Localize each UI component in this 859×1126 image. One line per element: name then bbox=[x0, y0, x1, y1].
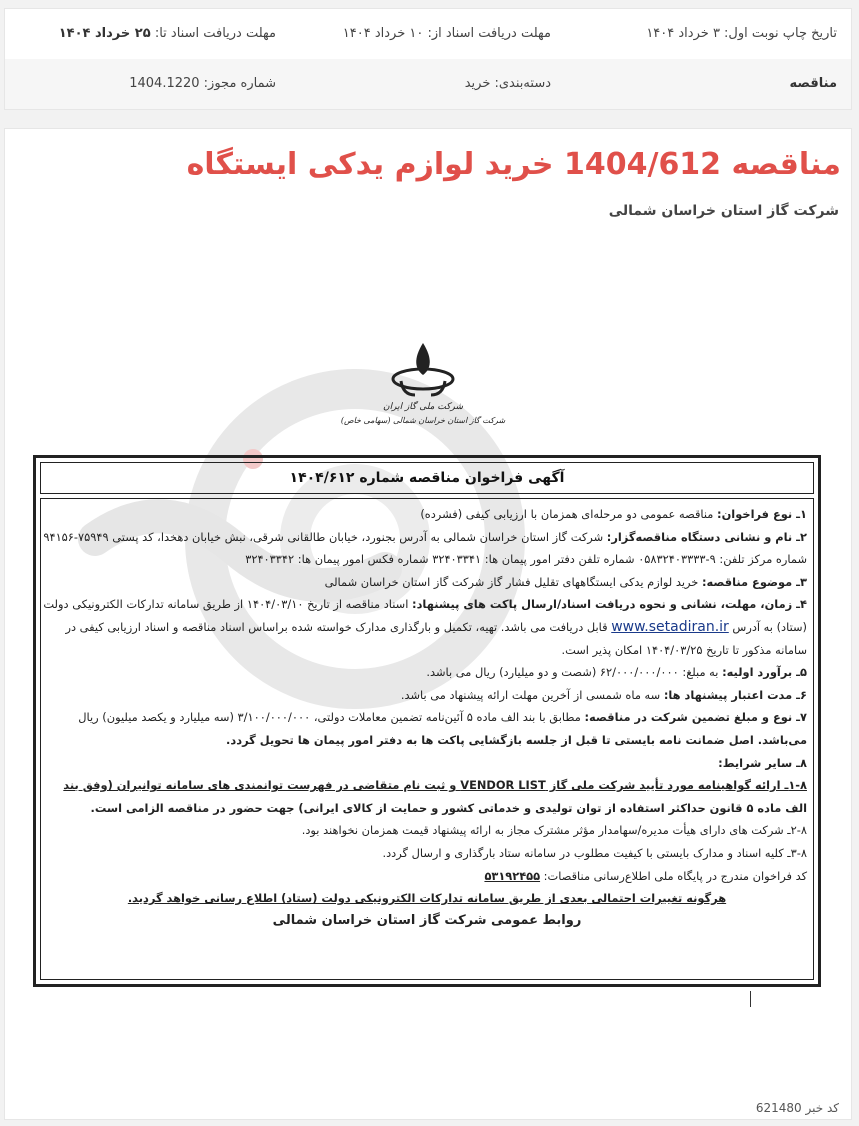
notice-line-5: ۴ـ زمان، مهلت، نشانی و نحوه دریافت اسناد/ارسال پاکت های پیشنهاد: اسناد مناقصه از تاریخ ۱۴۰۴/۰۳/۱۰ از طریق سامانه تدارکات الکترونیکی دولت bbox=[43, 597, 807, 612]
notice-line-12: ۸ـ سایر شرایط: bbox=[718, 755, 807, 770]
notice-line-1: ۱ـ نوع فراخوان: مناقصه عمومی دو مرحله‌ای همزمان با ارزیابی کیفی (فشرده) bbox=[420, 507, 807, 521]
notice-line-18: هرگونه تغییرات احتمالی بعدی از طریق سامانه تدارکات الکترونیکی دولت (ستاد) اطلاع رسانی خواهد گردید. bbox=[127, 891, 727, 906]
notice-line-13: ۱-۸ـ ارائه گواهینامه مورد تأیید شرکت ملی گاز VENDOR LIST و ثبت نام متقاضی در فهرست توانمندی های سامانه توانیران (وفق بند bbox=[63, 778, 807, 793]
tender-type: مناقصه bbox=[789, 76, 837, 91]
notice-line-17: کد فراخوان مندرج در پایگاه ملی اطلاع‌رسانی مناقصات: ۵۳۱۹۲۴۵۵ bbox=[484, 868, 807, 883]
license-number: شماره مجوز: 1404.1220 bbox=[129, 76, 276, 91]
logo-line-2: شرکت گاز استان خراسان شمالی (سهامی خاص) bbox=[340, 416, 506, 425]
gas-company-logo bbox=[340, 339, 506, 429]
page-title: مناقصه 1404/612 خرید لوازم یدکی ایستگاه bbox=[186, 147, 841, 182]
notice-signature: روابط عمومی شرکت گاز استان خراسان شمالی bbox=[272, 912, 582, 928]
notice-line-10: ۷ـ نوع و مبلغ تضمین شرکت در مناقصه: مطابق با بند الف ماده ۵ آئین‌نامه تضمین معاملات دولتی، ۳/۱۰۰/۰۰۰/۰۰۰ (سه میلیارد و یکصد میلیون) ریال bbox=[78, 710, 807, 725]
news-id: کد خبر 621480 bbox=[755, 1101, 839, 1115]
receive-from: مهلت دریافت اسناد از: ۱۰ خرداد ۱۴۰۴ bbox=[342, 26, 551, 41]
notice-line-8: ۵ـ برآورد اولیه: به مبلغ: ۶۲/۰۰۰/۰۰۰/۰۰۰ (شصت و دو میلیارد) ریال می باشد. bbox=[426, 665, 807, 680]
print-date: تاریخ چاپ نوبت اول: ۳ خرداد ۱۴۰۴ bbox=[646, 26, 837, 41]
company-name: شرکت گاز استان خراسان شمالی bbox=[608, 203, 839, 219]
meta-row-dates bbox=[5, 9, 851, 59]
tender-card bbox=[4, 128, 852, 1120]
notice-body bbox=[40, 498, 814, 980]
tender-meta-panel bbox=[4, 8, 852, 110]
notice-line-11: می‌باشد. اصل ضمانت نامه بایستی تا قبل از جلسه بازگشایی پاکت ها به دفتر امور پیمان ها تحویل گردد. bbox=[226, 732, 807, 747]
meta-row-info bbox=[5, 59, 851, 109]
tender-notice-document bbox=[33, 455, 821, 987]
notice-line-15: ۲-۸ـ شرکت های دارای هیأت مدیره/سهامدار مؤثر مشترک مجاز به ارائه پیشنهاد قیمت همزمان نخواهند بود. bbox=[301, 823, 807, 838]
notice-line-14: الف ماده ۵ قانون حداکثر استفاده از توان تولیدی و خدماتی کشور و حمایت از کالای ایرانی) جهت حضور در مناقصه الزامی است. bbox=[90, 800, 807, 815]
receive-until: مهلت دریافت اسناد تا: ۲۵ خرداد ۱۴۰۴ bbox=[58, 26, 276, 41]
notice-line-16: ۳-۸ـ کلیه اسناد و مدارک بایستی با کیفیت مطلوب در سامانه ستاد بارگذاری و ارسال گردد. bbox=[382, 845, 807, 860]
notice-line-9: ۶ـ مدت اعتبار پیشنهاد ها: سه ماه شمسی از آخرین مهلت ارائه پیشنهاد می باشد. bbox=[400, 687, 807, 702]
notice-heading: آگهی فراخوان مناقصه شماره ۱۴۰۴/۶۱۲ bbox=[40, 462, 814, 494]
notice-line-6: (ستاد) به آدرس www.setadiran.ir قابل دریافت می باشد. تهیه، تکمیل و بارگذاری مدارک خواسته شده براساس اسناد مناقصه و اسناد ارزیابی کیفی در bbox=[65, 618, 807, 635]
notice-line-2: ۲ـ نام و نشانی دستگاه مناقصه‌گزار: شرکت گاز استان خراسان شمالی به آدرس بجنورد، خیابان طالقانی شرقی، نبش خیابان دهخدا، کد پستی ۷۵۹۴۹-۹۴۱۵۶ bbox=[43, 529, 807, 544]
logo-line-1: شرکت ملی گاز ایران bbox=[383, 402, 463, 412]
notice-line-3: شماره مرکز تلفن: ۹-۰۵۸۳۲۴۰۳۳۳۳ شماره تلفن دفتر امور پیمان ها: ۳۲۴۰۳۳۴۱ شماره فکس امور پیمان ها: ۳۲۴۰۳۳۴۲ bbox=[245, 552, 807, 567]
notice-line-4: ۳ـ موضوع مناقصه: خرید لوازم یدکی ایستگاههای تقلیل فشار گاز شرکت گاز استان خراسان شمالی bbox=[324, 574, 807, 589]
category: دسته‌بندی: خرید bbox=[464, 76, 551, 91]
text-cursor bbox=[750, 991, 751, 1007]
setad-link[interactable]: www.setadiran.ir bbox=[611, 618, 729, 635]
notice-line-7: سامانه مذکور تا تاریخ ۱۴۰۴/۰۳/۲۵ امکان پذیر است. bbox=[561, 642, 807, 657]
